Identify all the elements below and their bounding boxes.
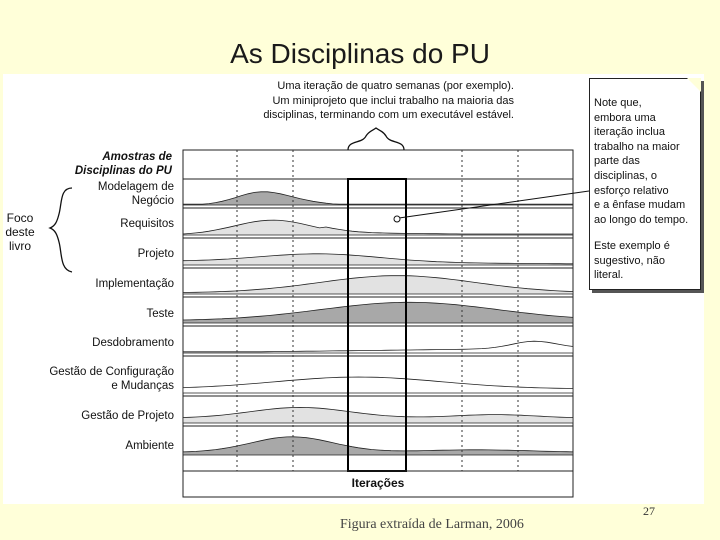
page-number: 27 bbox=[643, 504, 655, 518]
slide-title: As Disciplinas do PU bbox=[230, 38, 490, 69]
discipline-label-line: Negócio bbox=[131, 195, 174, 207]
discipline-label bbox=[92, 336, 174, 350]
discipline-label bbox=[125, 439, 174, 453]
samples-heading: Amostras de Disciplinas do PU bbox=[74, 151, 172, 177]
callout-fold bbox=[687, 78, 701, 92]
discipline-label-line: Modelagem de bbox=[97, 181, 174, 193]
pointer-anchor bbox=[394, 216, 400, 222]
discipline-label-line: Implementação bbox=[95, 278, 174, 290]
discipline-label bbox=[81, 409, 174, 423]
top-note: Uma iteração de quatro semanas (por exemplo). Um miniprojeto que inclui trabalho na maioria das disciplinas, terminando com um executável estável. bbox=[263, 80, 514, 121]
discipline-label bbox=[120, 217, 174, 231]
focus-label: Foco deste livro bbox=[5, 211, 35, 253]
axis-label: Iterações bbox=[351, 476, 405, 490]
discipline-label-line: Desdobramento bbox=[92, 337, 174, 349]
discipline-label bbox=[147, 307, 175, 321]
discipline-label bbox=[138, 247, 174, 261]
focus-brace bbox=[50, 188, 72, 272]
discipline-label-line: Gestão de Projeto bbox=[81, 410, 174, 422]
footer-credit: Figura extraída de Larman, 2006 bbox=[340, 517, 524, 532]
callout-note: Note que, embora uma iteração inclua trabalho na maior parte das disciplinas, o esforço relativo e a ênfase mudam ao longo do tempo. bbox=[594, 97, 689, 226]
discipline-label bbox=[98, 180, 174, 208]
discipline-label bbox=[49, 365, 174, 393]
discipline-label-line: Requisitos bbox=[120, 218, 174, 230]
iteration-brace bbox=[348, 128, 404, 150]
discipline-label-line: Gestão de Configuração bbox=[49, 366, 174, 378]
discipline-label-line: Ambiente bbox=[125, 440, 174, 452]
discipline-label bbox=[95, 277, 174, 291]
discipline-label-line: e Mudanças bbox=[111, 380, 174, 392]
callout-example: Este exemplo é sugestivo, não literal. bbox=[594, 240, 670, 282]
discipline-label-line: Projeto bbox=[137, 248, 174, 260]
discipline-label-line: Teste bbox=[146, 308, 174, 320]
callout-box bbox=[589, 78, 701, 290]
